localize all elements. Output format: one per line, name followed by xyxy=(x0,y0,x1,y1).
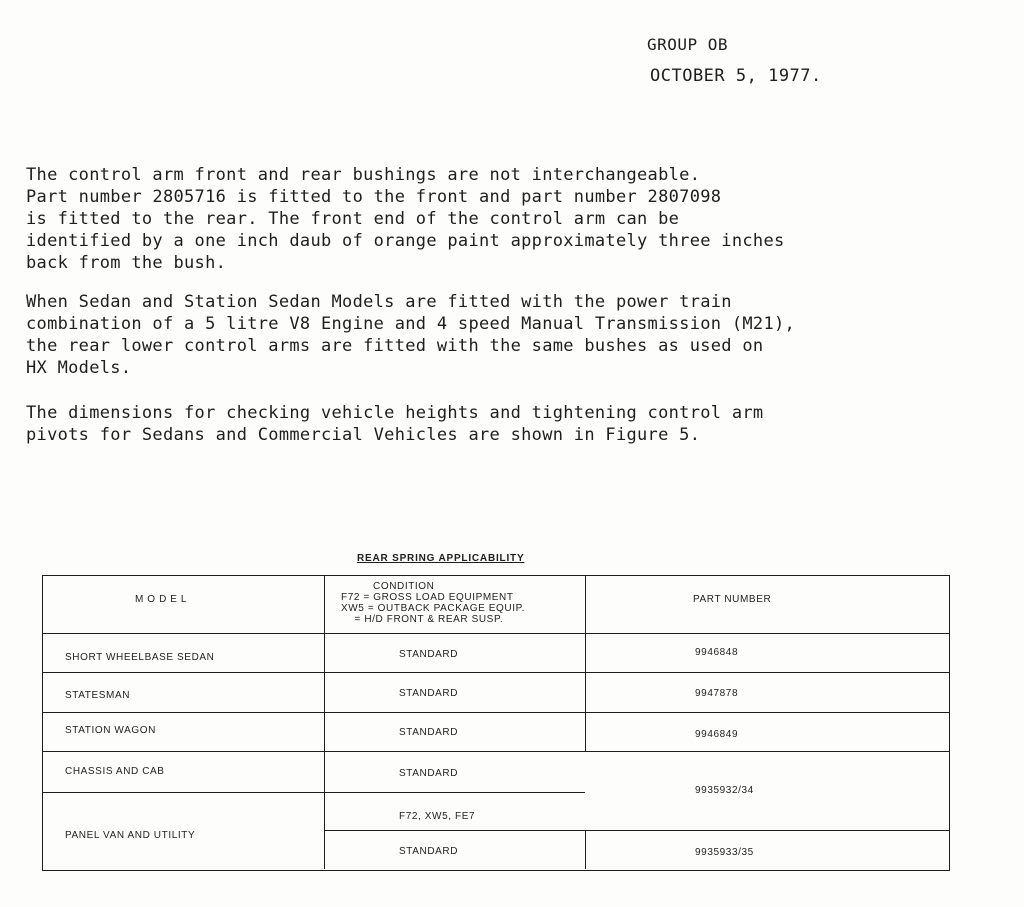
column-divider xyxy=(324,576,325,869)
text-line: The control arm front and rear bushings are not interchangeable. xyxy=(26,165,701,185)
group-label: GROUP OB xyxy=(647,35,729,54)
text-line: When Sedan and Station Sedan Models are fitted with the power train xyxy=(26,292,732,312)
text-line: back from the bush. xyxy=(26,253,227,273)
row-condition: STANDARD xyxy=(399,768,459,779)
row-model: CHASSIS AND CAB xyxy=(65,766,165,777)
table-caption: REAR SPRING APPLICABILITY xyxy=(357,553,525,564)
text-line: the rear lower control arms are fitted with the same bushes as used on xyxy=(26,336,764,356)
header-condition-line: CONDITION xyxy=(373,581,435,592)
header-condition-line: XW5 = OUTBACK PACKAGE EQUIP. xyxy=(341,603,525,614)
header-condition-line: F72 = GROSS LOAD EQUIPMENT xyxy=(341,592,514,603)
row-model: STATESMAN xyxy=(65,690,131,701)
row-part-number: 9946849 xyxy=(695,729,739,740)
row-divider xyxy=(324,830,949,831)
document-date: OCTOBER 5, 1977. xyxy=(650,66,822,86)
paragraph-power-train xyxy=(26,291,795,379)
text-line: identified by a one inch daub of orange paint approximately three inches xyxy=(26,231,785,251)
text-line: combination of a 5 litre V8 Engine and 4 speed Manual Transmission (M21), xyxy=(26,314,796,334)
text-line: is fitted to the rear. The front end of the control arm can be xyxy=(26,209,680,229)
row-part-number: 9935932/34 xyxy=(695,785,754,796)
row-model: PANEL VAN AND UTILITY xyxy=(65,830,196,841)
row-part-number: 9935933/35 xyxy=(695,847,754,858)
text-line: HX Models. xyxy=(26,358,132,378)
row-divider xyxy=(43,792,585,793)
column-divider xyxy=(585,830,586,869)
row-condition: STANDARD xyxy=(399,688,459,699)
header-condition-line: = H/D FRONT & REAR SUSP. xyxy=(341,614,504,625)
paragraph-dimensions xyxy=(26,402,763,446)
row-model: STATION WAGON xyxy=(65,725,156,736)
row-condition: F72, XW5, FE7 xyxy=(399,811,476,822)
row-divider xyxy=(43,712,949,713)
text-line: pivots for Sedans and Commercial Vehicles are shown in Figure 5. xyxy=(26,425,701,445)
column-divider xyxy=(585,576,586,752)
row-part-number: 9946848 xyxy=(695,647,739,658)
row-condition: STANDARD xyxy=(399,727,459,738)
row-divider xyxy=(43,672,949,673)
row-divider xyxy=(43,751,949,752)
text-line: The dimensions for checking vehicle heights and tightening control arm xyxy=(26,403,764,423)
row-model: SHORT WHEELBASE SEDAN xyxy=(65,652,215,663)
row-divider xyxy=(43,633,949,634)
text-line: Part number 2805716 is fitted to the front and part number 2807098 xyxy=(26,187,722,207)
header-part-number: PART NUMBER xyxy=(693,594,772,605)
row-condition: STANDARD xyxy=(399,846,459,857)
row-condition: STANDARD xyxy=(399,649,459,660)
paragraph-bushings xyxy=(26,164,785,274)
header-condition xyxy=(341,581,525,625)
rear-spring-table xyxy=(42,575,950,871)
header-model: M O D E L xyxy=(135,594,188,605)
row-part-number: 9947878 xyxy=(695,688,739,699)
